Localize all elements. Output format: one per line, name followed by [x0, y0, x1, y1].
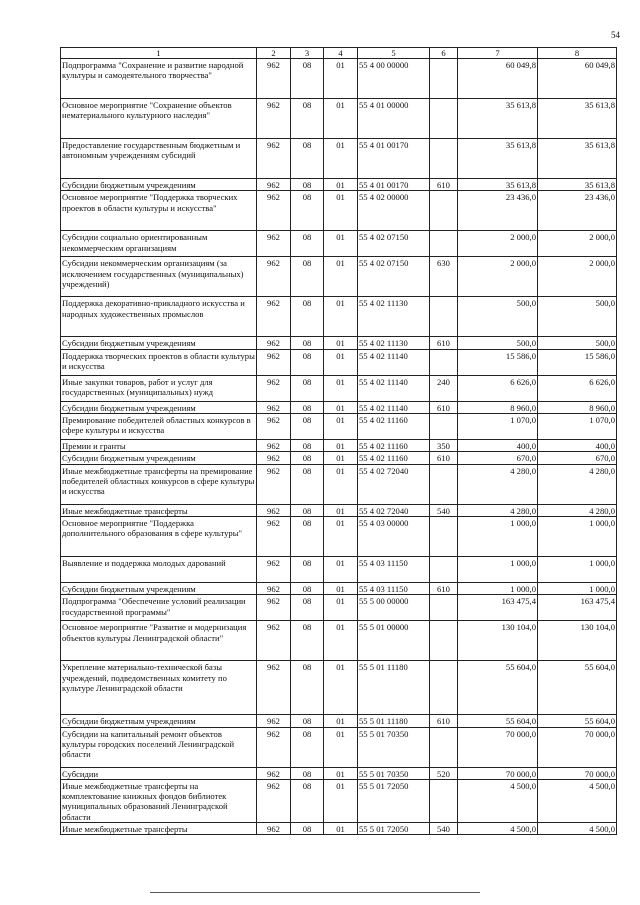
row-sum-year1-cell: 55 604,0: [458, 661, 538, 715]
row-expense-type-cell: [430, 139, 458, 179]
row-name-cell: Субсидии бюджетным учреждениям: [61, 401, 257, 413]
row-grbs-cell: 962: [257, 661, 291, 715]
row-sum-year2-cell: 70 000,0: [538, 727, 617, 767]
row-grbs-cell: 962: [257, 595, 291, 621]
row-sum-year2-cell: 1 070,0: [538, 413, 617, 439]
row-grbs-cell: 962: [257, 191, 291, 231]
row-target-code-cell: 55 4 02 00000: [358, 191, 430, 231]
row-sum-year1-cell: 70 000,0: [458, 767, 538, 779]
row-name-cell: Субсидии бюджетным учреждениям: [61, 179, 257, 191]
row-sum-year2-cell: 4 280,0: [538, 464, 617, 504]
row-expense-type-cell: 350: [430, 439, 458, 451]
row-grbs-cell: 962: [257, 715, 291, 727]
row-expense-type-cell: 610: [430, 179, 458, 191]
page-number: 54: [611, 30, 620, 40]
row-subsection-cell: 01: [324, 191, 358, 231]
row-name-cell: Подпрограмма "Обеспечение условий реализации государственной программы": [61, 595, 257, 621]
row-subsection-cell: 01: [324, 556, 358, 582]
row-grbs-cell: 962: [257, 231, 291, 257]
row-expense-type-cell: 610: [430, 715, 458, 727]
column-header: 3: [291, 48, 324, 59]
row-target-code-cell: 55 4 02 11160: [358, 413, 430, 439]
row-sum-year1-cell: 2 000,0: [458, 257, 538, 297]
row-subsection-cell: 01: [324, 401, 358, 413]
row-expense-type-cell: 520: [430, 767, 458, 779]
row-grbs-cell: 962: [257, 823, 291, 835]
row-target-code-cell: 55 5 01 70350: [358, 767, 430, 779]
row-name-cell: Поддержка декоративно-прикладного искусства и народных художественных промыслов: [61, 297, 257, 337]
row-sum-year1-cell: 163 475,4: [458, 595, 538, 621]
header-row: [61, 48, 617, 59]
row-sum-year1-cell: 1 000,0: [458, 582, 538, 594]
row-sum-year2-cell: 8 960,0: [538, 401, 617, 413]
row-sum-year2-cell: 400,0: [538, 439, 617, 451]
row-sum-year2-cell: 35 613,8: [538, 139, 617, 179]
row-name-cell: Основное мероприятие "Поддержка творческих проектов в области культуры и искусства": [61, 191, 257, 231]
table-row: [61, 231, 617, 257]
row-sum-year1-cell: 70 000,0: [458, 727, 538, 767]
row-subsection-cell: 01: [324, 464, 358, 504]
row-sum-year1-cell: 500,0: [458, 337, 538, 349]
table-row: [61, 767, 617, 779]
row-name-cell: Основное мероприятие "Развитие и модернизация объектов культуры Ленинградской области": [61, 621, 257, 661]
row-target-code-cell: 55 4 02 11130: [358, 297, 430, 337]
row-expense-type-cell: 610: [430, 337, 458, 349]
table-row: [61, 375, 617, 401]
row-expense-type-cell: [430, 727, 458, 767]
row-subsection-cell: 01: [324, 439, 358, 451]
row-subsection-cell: 01: [324, 779, 358, 822]
table-row: [61, 556, 617, 582]
table-row: [61, 349, 617, 375]
row-grbs-cell: 962: [257, 504, 291, 516]
row-expense-type-cell: [430, 556, 458, 582]
row-target-code-cell: 55 4 00 00000: [358, 59, 430, 99]
table-row: [61, 191, 617, 231]
row-section-cell: 08: [291, 439, 324, 451]
table-row: [61, 452, 617, 464]
row-target-code-cell: 55 4 02 11140: [358, 349, 430, 375]
row-name-cell: Субсидии бюджетным учреждениям: [61, 715, 257, 727]
row-grbs-cell: 962: [257, 59, 291, 99]
row-sum-year2-cell: 670,0: [538, 452, 617, 464]
row-grbs-cell: 962: [257, 779, 291, 822]
row-sum-year1-cell: 2 000,0: [458, 231, 538, 257]
row-sum-year1-cell: 60 049,8: [458, 59, 538, 99]
row-section-cell: 08: [291, 556, 324, 582]
row-name-cell: Основное мероприятие "Сохранение объектов нематериального культурного наследия": [61, 99, 257, 139]
budget-table: [60, 47, 617, 835]
row-section-cell: 08: [291, 257, 324, 297]
table-row: [61, 516, 617, 556]
row-subsection-cell: 01: [324, 823, 358, 835]
row-section-cell: 08: [291, 823, 324, 835]
row-sum-year1-cell: 4 280,0: [458, 504, 538, 516]
row-subsection-cell: 01: [324, 413, 358, 439]
row-section-cell: 08: [291, 779, 324, 822]
row-sum-year2-cell: 500,0: [538, 337, 617, 349]
row-section-cell: 08: [291, 191, 324, 231]
row-sum-year2-cell: 70 000,0: [538, 767, 617, 779]
row-sum-year2-cell: 500,0: [538, 297, 617, 337]
row-name-cell: Субсидии на капитальный ремонт объектов культуры городских поселений Ленинградской области: [61, 727, 257, 767]
column-header: 4: [324, 48, 358, 59]
row-sum-year2-cell: 4 500,0: [538, 823, 617, 835]
row-expense-type-cell: [430, 516, 458, 556]
row-section-cell: 08: [291, 349, 324, 375]
row-section-cell: 08: [291, 452, 324, 464]
row-section-cell: 08: [291, 621, 324, 661]
row-target-code-cell: 55 4 02 11140: [358, 401, 430, 413]
row-subsection-cell: 01: [324, 257, 358, 297]
row-sum-year1-cell: 1 000,0: [458, 556, 538, 582]
row-target-code-cell: 55 5 01 72050: [358, 779, 430, 822]
row-sum-year2-cell: 4 500,0: [538, 779, 617, 822]
row-name-cell: Субсидии бюджетным учреждениям: [61, 582, 257, 594]
table-row: [61, 179, 617, 191]
row-sum-year1-cell: 55 604,0: [458, 715, 538, 727]
row-name-cell: Субсидии некоммерческим организациям (за исключением государственных (муниципальных) учреждений): [61, 257, 257, 297]
row-expense-type-cell: [430, 661, 458, 715]
row-sum-year2-cell: 130 104,0: [538, 621, 617, 661]
row-subsection-cell: 01: [324, 621, 358, 661]
row-sum-year2-cell: 2 000,0: [538, 257, 617, 297]
row-section-cell: 08: [291, 582, 324, 594]
row-subsection-cell: 01: [324, 297, 358, 337]
row-sum-year1-cell: 130 104,0: [458, 621, 538, 661]
row-target-code-cell: 55 4 02 11160: [358, 452, 430, 464]
row-section-cell: 08: [291, 179, 324, 191]
row-subsection-cell: 01: [324, 59, 358, 99]
row-sum-year1-cell: 500,0: [458, 297, 538, 337]
row-grbs-cell: 962: [257, 452, 291, 464]
row-grbs-cell: 962: [257, 556, 291, 582]
row-subsection-cell: 01: [324, 139, 358, 179]
row-sum-year2-cell: 4 280,0: [538, 504, 617, 516]
row-sum-year1-cell: 23 436,0: [458, 191, 538, 231]
column-header: 6: [430, 48, 458, 59]
row-sum-year1-cell: 670,0: [458, 452, 538, 464]
row-expense-type-cell: 610: [430, 452, 458, 464]
table-row: [61, 59, 617, 99]
row-expense-type-cell: 240: [430, 375, 458, 401]
row-target-code-cell: 55 4 01 00170: [358, 179, 430, 191]
table-row: [61, 504, 617, 516]
row-target-code-cell: 55 5 01 11180: [358, 661, 430, 715]
table-row: [61, 621, 617, 661]
table-row: [61, 139, 617, 179]
table-row: [61, 413, 617, 439]
column-header: 5: [358, 48, 430, 59]
row-expense-type-cell: [430, 59, 458, 99]
table-row: [61, 582, 617, 594]
table-row: [61, 297, 617, 337]
row-name-cell: Основное мероприятие "Поддержка дополнительного образования в сфере культуры": [61, 516, 257, 556]
row-target-code-cell: 55 5 01 00000: [358, 621, 430, 661]
row-grbs-cell: 962: [257, 621, 291, 661]
row-grbs-cell: 962: [257, 516, 291, 556]
row-section-cell: 08: [291, 661, 324, 715]
row-expense-type-cell: 610: [430, 582, 458, 594]
row-target-code-cell: 55 4 03 11150: [358, 556, 430, 582]
row-expense-type-cell: [430, 297, 458, 337]
row-subsection-cell: 01: [324, 715, 358, 727]
row-sum-year2-cell: 60 049,8: [538, 59, 617, 99]
row-section-cell: 08: [291, 715, 324, 727]
row-grbs-cell: 962: [257, 139, 291, 179]
row-subsection-cell: 01: [324, 99, 358, 139]
row-name-cell: Субсидии: [61, 767, 257, 779]
row-grbs-cell: 962: [257, 337, 291, 349]
row-name-cell: Иные межбюджетные трансферты на премирование победителей областных конкурсов в сфере культуры и искусства: [61, 464, 257, 504]
row-subsection-cell: 01: [324, 767, 358, 779]
row-sum-year2-cell: 23 436,0: [538, 191, 617, 231]
table-row: [61, 779, 617, 822]
row-section-cell: 08: [291, 139, 324, 179]
row-grbs-cell: 962: [257, 439, 291, 451]
row-sum-year2-cell: 55 604,0: [538, 715, 617, 727]
row-section-cell: 08: [291, 504, 324, 516]
row-expense-type-cell: [430, 349, 458, 375]
row-section-cell: 08: [291, 401, 324, 413]
row-sum-year1-cell: 35 613,8: [458, 99, 538, 139]
row-expense-type-cell: [430, 595, 458, 621]
column-header: 8: [538, 48, 617, 59]
row-name-cell: Предоставление государственным бюджетным и автономным учреждениям субсидий: [61, 139, 257, 179]
row-sum-year2-cell: 163 475,4: [538, 595, 617, 621]
row-name-cell: Субсидии бюджетным учреждениям: [61, 337, 257, 349]
row-grbs-cell: 962: [257, 375, 291, 401]
row-subsection-cell: 01: [324, 349, 358, 375]
row-expense-type-cell: [430, 413, 458, 439]
row-section-cell: 08: [291, 99, 324, 139]
row-sum-year1-cell: 35 613,8: [458, 139, 538, 179]
table-row: [61, 257, 617, 297]
row-target-code-cell: 55 5 01 11180: [358, 715, 430, 727]
row-name-cell: Субсидии бюджетным учреждениям: [61, 452, 257, 464]
table-body: [61, 59, 617, 835]
row-sum-year2-cell: 6 626,0: [538, 375, 617, 401]
row-subsection-cell: 01: [324, 516, 358, 556]
row-name-cell: Премирование победителей областных конкурсов в сфере культуры и искусства: [61, 413, 257, 439]
row-expense-type-cell: [430, 191, 458, 231]
row-target-code-cell: 55 4 02 11130: [358, 337, 430, 349]
row-grbs-cell: 962: [257, 413, 291, 439]
row-expense-type-cell: 540: [430, 504, 458, 516]
table-row: [61, 439, 617, 451]
row-expense-type-cell: [430, 464, 458, 504]
row-sum-year1-cell: 4 500,0: [458, 779, 538, 822]
row-expense-type-cell: [430, 621, 458, 661]
row-grbs-cell: 962: [257, 727, 291, 767]
row-sum-year2-cell: 35 613,8: [538, 99, 617, 139]
row-expense-type-cell: 630: [430, 257, 458, 297]
row-subsection-cell: 01: [324, 452, 358, 464]
row-subsection-cell: 01: [324, 582, 358, 594]
table-row: [61, 99, 617, 139]
row-sum-year2-cell: 1 000,0: [538, 556, 617, 582]
row-sum-year1-cell: 4 280,0: [458, 464, 538, 504]
row-sum-year2-cell: 1 000,0: [538, 516, 617, 556]
table-row: [61, 823, 617, 835]
row-section-cell: 08: [291, 595, 324, 621]
row-sum-year2-cell: 2 000,0: [538, 231, 617, 257]
row-expense-type-cell: [430, 99, 458, 139]
row-name-cell: Премии и гранты: [61, 439, 257, 451]
table-row: [61, 337, 617, 349]
row-expense-type-cell: [430, 231, 458, 257]
row-target-code-cell: 55 4 02 11160: [358, 439, 430, 451]
row-subsection-cell: 01: [324, 337, 358, 349]
row-grbs-cell: 962: [257, 767, 291, 779]
row-name-cell: Выявление и поддержка молодых дарований: [61, 556, 257, 582]
row-grbs-cell: 962: [257, 257, 291, 297]
column-header: 7: [458, 48, 538, 59]
row-expense-type-cell: 610: [430, 401, 458, 413]
row-section-cell: 08: [291, 231, 324, 257]
row-name-cell: Иные закупки товаров, работ и услуг для государственных (муниципальных) нужд: [61, 375, 257, 401]
row-subsection-cell: 01: [324, 231, 358, 257]
row-section-cell: 08: [291, 337, 324, 349]
column-header: 2: [257, 48, 291, 59]
row-target-code-cell: 55 4 02 72040: [358, 464, 430, 504]
row-target-code-cell: 55 4 01 00170: [358, 139, 430, 179]
row-target-code-cell: 55 4 02 07150: [358, 231, 430, 257]
row-sum-year2-cell: 35 613,8: [538, 179, 617, 191]
row-name-cell: Укрепление материально-технической базы учреждений, подведомственных комитету по культуре Ленинградской области: [61, 661, 257, 715]
table-row: [61, 727, 617, 767]
row-sum-year1-cell: 35 613,8: [458, 179, 538, 191]
row-section-cell: 08: [291, 767, 324, 779]
row-subsection-cell: 01: [324, 595, 358, 621]
row-section-cell: 08: [291, 413, 324, 439]
row-target-code-cell: 55 4 03 00000: [358, 516, 430, 556]
row-name-cell: Иные межбюджетные трансферты: [61, 504, 257, 516]
row-subsection-cell: 01: [324, 661, 358, 715]
row-subsection-cell: 01: [324, 504, 358, 516]
row-grbs-cell: 962: [257, 582, 291, 594]
row-grbs-cell: 962: [257, 297, 291, 337]
row-subsection-cell: 01: [324, 375, 358, 401]
row-name-cell: Иные межбюджетные трансферты: [61, 823, 257, 835]
row-grbs-cell: 962: [257, 349, 291, 375]
row-sum-year1-cell: 15 586,0: [458, 349, 538, 375]
scan-edge-line: [150, 892, 480, 893]
row-subsection-cell: 01: [324, 179, 358, 191]
row-sum-year1-cell: 8 960,0: [458, 401, 538, 413]
row-section-cell: 08: [291, 59, 324, 99]
row-sum-year1-cell: 1 000,0: [458, 516, 538, 556]
row-section-cell: 08: [291, 375, 324, 401]
row-sum-year1-cell: 4 500,0: [458, 823, 538, 835]
row-sum-year1-cell: 400,0: [458, 439, 538, 451]
row-target-code-cell: 55 4 02 07150: [358, 257, 430, 297]
row-grbs-cell: 962: [257, 464, 291, 504]
row-expense-type-cell: [430, 779, 458, 822]
table-row: [61, 464, 617, 504]
row-name-cell: Поддержка творческих проектов в области культуры и искусства: [61, 349, 257, 375]
row-expense-type-cell: 540: [430, 823, 458, 835]
row-section-cell: 08: [291, 464, 324, 504]
row-sum-year1-cell: 6 626,0: [458, 375, 538, 401]
row-target-code-cell: 55 5 00 00000: [358, 595, 430, 621]
row-grbs-cell: 962: [257, 401, 291, 413]
row-target-code-cell: 55 5 01 70350: [358, 727, 430, 767]
row-name-cell: Подпрограмма "Сохранение и развитие народной культуры и самодеятельного творчества": [61, 59, 257, 99]
row-target-code-cell: 55 4 03 11150: [358, 582, 430, 594]
row-section-cell: 08: [291, 516, 324, 556]
row-target-code-cell: 55 4 01 00000: [358, 99, 430, 139]
row-sum-year2-cell: 55 604,0: [538, 661, 617, 715]
row-name-cell: Субсидии социально ориентированным некоммерческим организациям: [61, 231, 257, 257]
column-header: 1: [61, 48, 257, 59]
row-section-cell: 08: [291, 297, 324, 337]
row-target-code-cell: 55 4 02 72040: [358, 504, 430, 516]
row-section-cell: 08: [291, 727, 324, 767]
table-row: [61, 661, 617, 715]
row-grbs-cell: 962: [257, 99, 291, 139]
row-target-code-cell: 55 5 01 72050: [358, 823, 430, 835]
row-grbs-cell: 962: [257, 179, 291, 191]
row-sum-year2-cell: 1 000,0: [538, 582, 617, 594]
row-sum-year1-cell: 1 070,0: [458, 413, 538, 439]
row-target-code-cell: 55 4 02 11140: [358, 375, 430, 401]
table-row: [61, 715, 617, 727]
table-row: [61, 401, 617, 413]
row-name-cell: Иные межбюджетные трансферты на комплектование книжных фондов библиотек муниципальных образований Ленинградской области: [61, 779, 257, 822]
row-sum-year2-cell: 15 586,0: [538, 349, 617, 375]
row-subsection-cell: 01: [324, 727, 358, 767]
table-row: [61, 595, 617, 621]
